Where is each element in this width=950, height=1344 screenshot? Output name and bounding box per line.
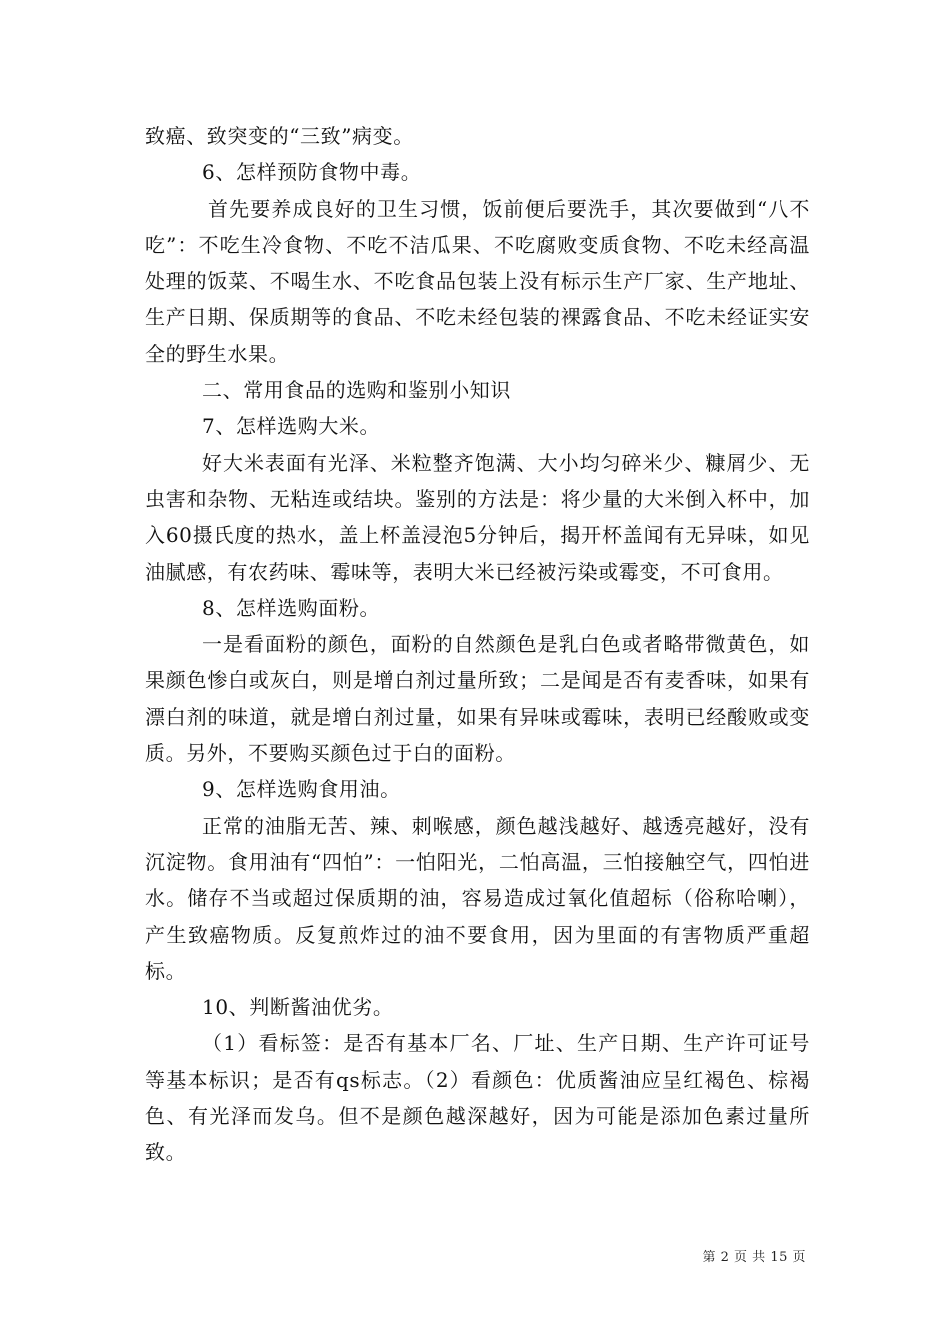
- page-number-footer: 第 2 页 共 15 页: [702, 1250, 806, 1265]
- paragraph-continuation: 致癌、致突变的“三致”病变。: [145, 124, 414, 148]
- heading-q7: 7、怎样选购大米。: [202, 414, 381, 439]
- heading-q10: 10、判断酱油优劣。: [202, 995, 394, 1020]
- paragraph-q10-answer: （1）看标签：是否有基本厂名、厂址、生产日期、生产许可证号等基本标识；是否有qs标志。（2）看颜色：优质酱油应呈红褐色、棕褐色、有光泽而发乌。但不是颜色越深越好，因为可能是添加色素过量所致。: [145, 1031, 810, 1165]
- paragraph-q8-answer: 一是看面粉的颜色，面粉的自然颜色是乳白色或者略带微黄色，如果颜色惨白或灰白，则是增白剂过量所致；二是闻是否有麦香味，如果有漂白剂的味道，就是增白剂过量，如果有异味或霉味，表明已经酸败或变质。另外，不要购买颜色过于白的面粉。: [145, 632, 810, 766]
- section-heading-2: 二、常用食品的选购和鉴别小知识: [202, 378, 511, 403]
- document-body: [145, 118, 810, 1171]
- paragraph-q7-answer: 好大米表面有光泽、米粒整齐饱满、大小均匀碎米少、糠屑少、无虫害和杂物、无粘连或结块。鉴别的方法是：将少量的大米倒入杯中，加入60摄氏度的热水，盖上杯盖浸泡5分钟后，揭开杯盖闻有无异味，如见油腻感，有农药味、霉味等，表明大米已经被污染或霉变，不可食用。: [145, 450, 810, 584]
- heading-q6: 6、怎样预防食物中毒。: [202, 160, 422, 185]
- heading-q9: 9、怎样选购食用油。: [202, 777, 401, 802]
- paragraph-q9-answer: 正常的油脂无苦、辣、刺喉感，颜色越浅越好、越透亮越好，没有沉淀物。食用油有“四怕”：一怕阳光，二怕高温，三怕接触空气，四怕进水。储存不当或超过保质期的油，容易造成过氧化值超标（俗称哈喇），产生致癌物质。反复煎炸过的油不要食用，因为里面的有害物质严重超标。: [145, 813, 810, 983]
- paragraph-q6-answer: 首先要养成良好的卫生习惯，饭前便后要洗手，其次要做到“八不吃”：不吃生冷食物、不吃不洁瓜果、不吃腐败变质食物、不吃未经高温处理的饭菜、不喝生水、不吃食品包装上没有标示生产厂家、生产地址、生产日期、保质期等的食品、不吃未经包装的裸露食品、不吃未经证实安全的野生水果。: [145, 196, 810, 366]
- heading-q8: 8、怎样选购面粉。: [202, 595, 381, 620]
